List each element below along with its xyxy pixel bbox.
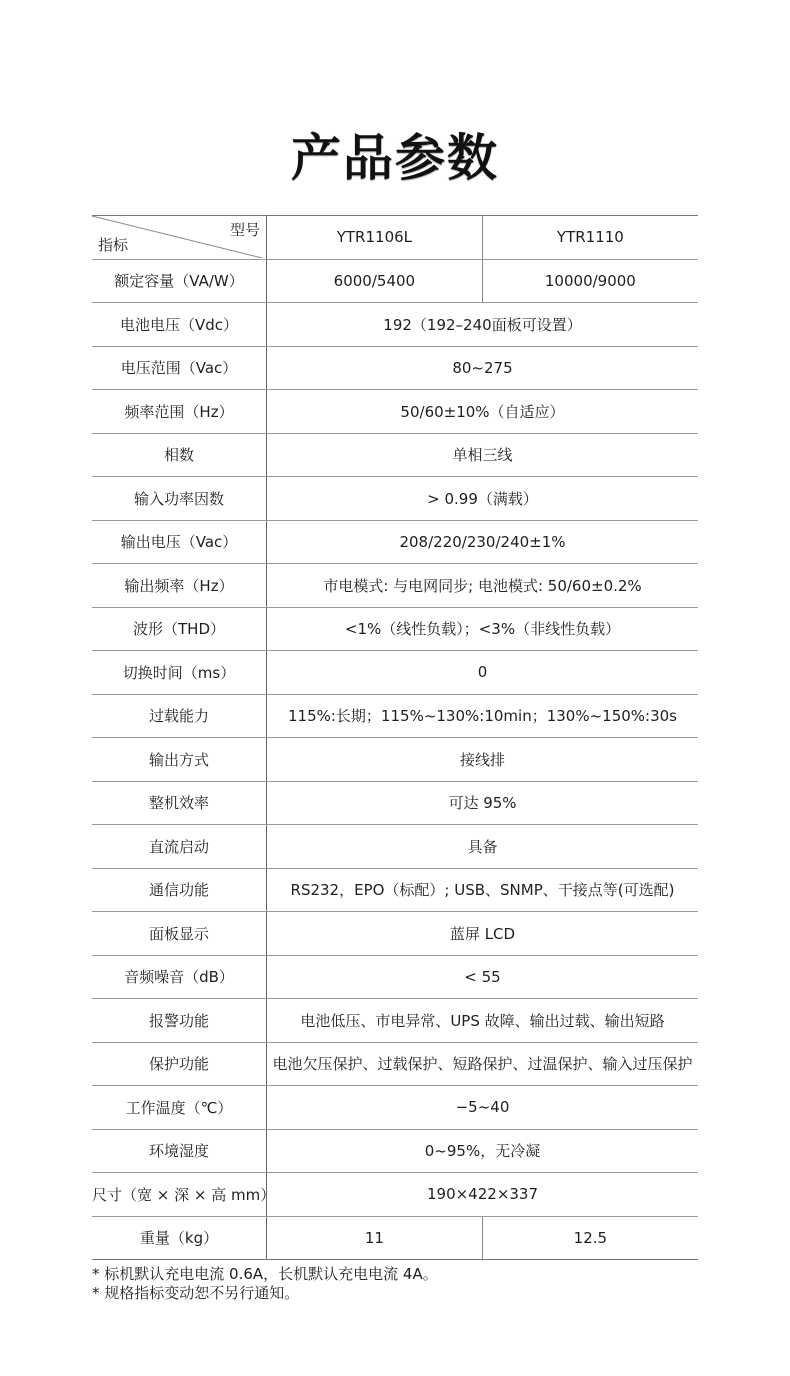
row-label: 直流启动 <box>92 825 267 869</box>
table-row <box>92 564 698 608</box>
row-label: 保护功能 <box>92 1042 267 1086</box>
row-value: −5~40 <box>267 1086 699 1130</box>
table-row <box>92 1086 698 1130</box>
table-row <box>92 346 698 390</box>
row-value-ytr1110: 12.5 <box>482 1216 698 1260</box>
row-label: 通信功能 <box>92 868 267 912</box>
footnote-charging-current: * 标机默认充电电流 0.6A，长机默认充电电流 4A。 <box>92 1265 438 1283</box>
row-label: 相数 <box>92 433 267 477</box>
table-row <box>92 303 698 347</box>
row-value: < 55 <box>267 955 699 999</box>
row-value: 单相三线 <box>267 433 699 477</box>
table-row <box>92 651 698 695</box>
row-label: 电池电压（Vdc） <box>92 303 267 347</box>
row-value-ytr1106l: 6000/5400 <box>267 259 483 303</box>
row-label: 输出频率（Hz） <box>92 564 267 608</box>
footnote-spec-change: * 规格指标变动恕不另行通知。 <box>92 1284 300 1302</box>
row-label: 整机效率 <box>92 781 267 825</box>
row-label: 输入功率因数 <box>92 477 267 521</box>
table-row <box>92 825 698 869</box>
row-label: 面板显示 <box>92 912 267 956</box>
row-label: 过载能力 <box>92 694 267 738</box>
row-value: 电池低压、市电异常、UPS 故障、输出过载、输出短路 <box>267 999 699 1043</box>
table-row <box>92 781 698 825</box>
model-header-label: 型号 <box>229 221 260 240</box>
table-row <box>92 912 698 956</box>
row-value: > 0.99（满载） <box>267 477 699 521</box>
table-row <box>92 738 698 782</box>
row-label: 报警功能 <box>92 999 267 1043</box>
row-value-ytr1106l: 11 <box>267 1216 483 1260</box>
table-header-row <box>92 216 698 260</box>
row-value: 0~95%，无冷凝 <box>267 1129 699 1173</box>
row-value: 192（192–240面板可设置） <box>267 303 699 347</box>
table-row <box>92 694 698 738</box>
spec-table <box>92 215 698 1260</box>
table-row <box>92 1129 698 1173</box>
table-row <box>92 433 698 477</box>
model-header-ytr1106l: YTR1106L <box>267 216 483 260</box>
row-label: 频率范围（Hz） <box>92 390 267 434</box>
table-row <box>92 1042 698 1086</box>
page-title: 产品参数 <box>291 129 499 187</box>
row-label: 电压范围（Vac） <box>92 346 267 390</box>
row-label: 音频噪音（dB） <box>92 955 267 999</box>
row-value: 蓝屏 LCD <box>267 912 699 956</box>
row-label: 环境湿度 <box>92 1129 267 1173</box>
row-value: 50/60±10%（自适应） <box>267 390 699 434</box>
row-value: 电池欠压保护、过载保护、短路保护、过温保护、输入过压保护 <box>267 1042 699 1086</box>
table-row <box>92 868 698 912</box>
row-value: 接线排 <box>267 738 699 782</box>
row-label: 重量（kg） <box>92 1216 267 1260</box>
row-value: RS232，EPO（标配）; USB、SNMP、干接点等(可选配) <box>267 868 699 912</box>
index-header-label: 指标 <box>98 236 129 255</box>
row-label: 额定容量（VA/W） <box>92 259 267 303</box>
table-row <box>92 1173 698 1217</box>
row-label: 输出电压（Vac） <box>92 520 267 564</box>
footnotes <box>92 1265 438 1303</box>
row-value: 可达 95% <box>267 781 699 825</box>
table-row <box>92 955 698 999</box>
row-value: 80~275 <box>267 346 699 390</box>
table-row <box>92 999 698 1043</box>
row-label: 工作温度（℃） <box>92 1086 267 1130</box>
row-value: <1%（线性负载）；<3%（非线性负载） <box>267 607 699 651</box>
row-value: 具备 <box>267 825 699 869</box>
row-label: 切换时间（ms） <box>92 651 267 695</box>
row-value: 市电模式: 与电网同步; 电池模式: 50/60±0.2% <box>267 564 699 608</box>
row-value: 190×422×337 <box>267 1173 699 1217</box>
row-value: 0 <box>267 651 699 695</box>
table-row <box>92 477 698 521</box>
row-value-ytr1110: 10000/9000 <box>482 259 698 303</box>
row-label: 波形（THD） <box>92 607 267 651</box>
row-value: 208/220/230/240±1% <box>267 520 699 564</box>
row-label: 输出方式 <box>92 738 267 782</box>
row-label: 尺寸（宽 × 深 × 高 mm） <box>92 1173 267 1217</box>
row-value: 115%:长期；115%~130%:10min；130%~150%:30s <box>267 694 699 738</box>
table-row <box>92 390 698 434</box>
corner-header-cell <box>92 216 267 260</box>
model-header-ytr1110: YTR1110 <box>482 216 698 260</box>
table-row <box>92 520 698 564</box>
table-row <box>92 607 698 651</box>
table-row <box>92 1216 698 1260</box>
table-row <box>92 259 698 303</box>
